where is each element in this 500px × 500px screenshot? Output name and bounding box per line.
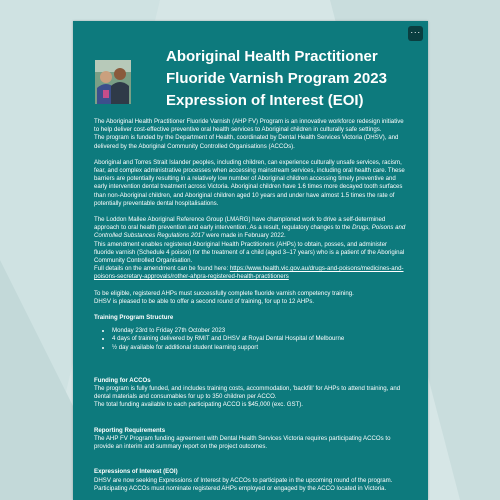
intro-text: The program is funded by the Department of Health, coordinated by Dental Health Services Victoria (DHSV), and delivered by the Aboriginal Community Controlled Organisations (ACCOs). — [94, 134, 399, 150]
training-heading: Training Program Structure — [94, 314, 174, 322]
page-title: Aboriginal Health Practitioner Fluoride Varnish Program 2023 Expression of Interest (EOI) — [166, 48, 387, 109]
intro-text: To be eligible, registered AHPs must successfully complete fluoride varnish competency training. — [94, 289, 354, 297]
intro-text: This amendment enables registered Aboriginal Health Practitioners (AHPs) to obtain, posses, and administer fluoride varnish (Schedule 4 poison) for the treatment of a child (aged 3–17 years) who is a patient of the Aboriginal Community Controlled Organisation. — [94, 240, 405, 265]
program-photo — [95, 60, 131, 104]
regulation-title: Drugs, Poisons and Controlled Substances Regulations 2017 — [94, 224, 406, 240]
eoi-text: DHSV are now seeking Expressions of Interest by ACCOs to participate in the upcoming round of the program. — [94, 476, 393, 484]
intro-paragraph-4 — [94, 290, 406, 306]
intro-text: The Loddon Mallee Aboriginal Reference Group (LMARG) have championed work to drive a self-determined approach to oral health prevention and early intervention. As a result, regulatory changes to the — [94, 216, 386, 232]
reporting-text: The AHP FV Program funding agreement with Dental Health Services Victoria requires participating ACCOs to provide an interim and summary report on the project outcomes. — [94, 434, 391, 451]
intro-text: DHSV is pleased to be able to offer a second round of training, for up to 12 AHPs. — [94, 297, 315, 305]
list-item: • Monday 23rd to Friday 27th October 2023 — [112, 327, 406, 335]
eoi-section — [94, 468, 406, 493]
content-body — [94, 118, 406, 500]
funding-heading: Funding for ACCOs — [94, 376, 151, 384]
eoi-card — [73, 21, 428, 500]
amendment-link[interactable]: https://www.health.vic.gov.au/drugs-and-poisons/medicines-and-poisons-secretary-approvals/rother-ahpra-registered-health-practitioners — [94, 265, 404, 281]
list-item: • 4 days of training delivered by RMIT and DHSV at Royal Dental Hospital of Melbourne — [112, 335, 406, 343]
intro-paragraph-3 — [94, 216, 406, 282]
photo-icon — [95, 60, 131, 104]
reporting-section — [94, 427, 406, 452]
more-options-button[interactable] — [408, 26, 423, 41]
list-item: • ½ day available for additional student learning support — [112, 344, 406, 352]
funding-text: The total funding available to each participating ACCO is $45,000 (exc. GST). — [94, 401, 303, 409]
eoi-text: Participating ACCOs must nominate registered AHPs employed or engaged by the ACCO located in Victoria. — [94, 484, 387, 492]
intro-text: were made in February 2022. — [204, 232, 286, 240]
more-horizontal-icon: ··· — [410, 27, 421, 37]
intro-paragraph-2: Aboriginal and Torres Strait Islander peoples, including children, can experience culturally unsafe services, racism, fear, and complex administrative processes when accessing mainstream services, including oral health care. These barriers are potentially resulting in a relatively low number of Aboriginal children accessing timely preventive and early intervention dental treatment across Victoria. Aboriginal children have 1.6 times more decayed tooth surfaces than non-Aboriginal children, and Aboriginal children aged 10 years and under have almost 1.5 times the rate of potentially preventable dental hospitalisations. — [94, 158, 405, 207]
intro-paragraph-1 — [94, 118, 406, 151]
eoi-heading: Expressions of Interest (EOI) — [94, 468, 178, 476]
funding-text: The program is fully funded, and includes training costs, accommodation, 'backfill' for AHPs to attend training, and dental materials and consumables for up to 350 children per ACCO. — [94, 385, 401, 401]
intro-text: The Aboriginal Health Practitioner Fluoride Varnish (AHP FV) Program is an innovative workforce redesign initiative to help deliver cost-effective preventive oral health services to Aboriginal children in culturally safe settings. — [94, 118, 404, 134]
training-list — [94, 327, 406, 352]
intro-text: Full details on the amendment can be found here: — [94, 265, 230, 273]
reporting-heading: Reporting Requirements — [94, 426, 166, 434]
funding-section — [94, 377, 406, 410]
